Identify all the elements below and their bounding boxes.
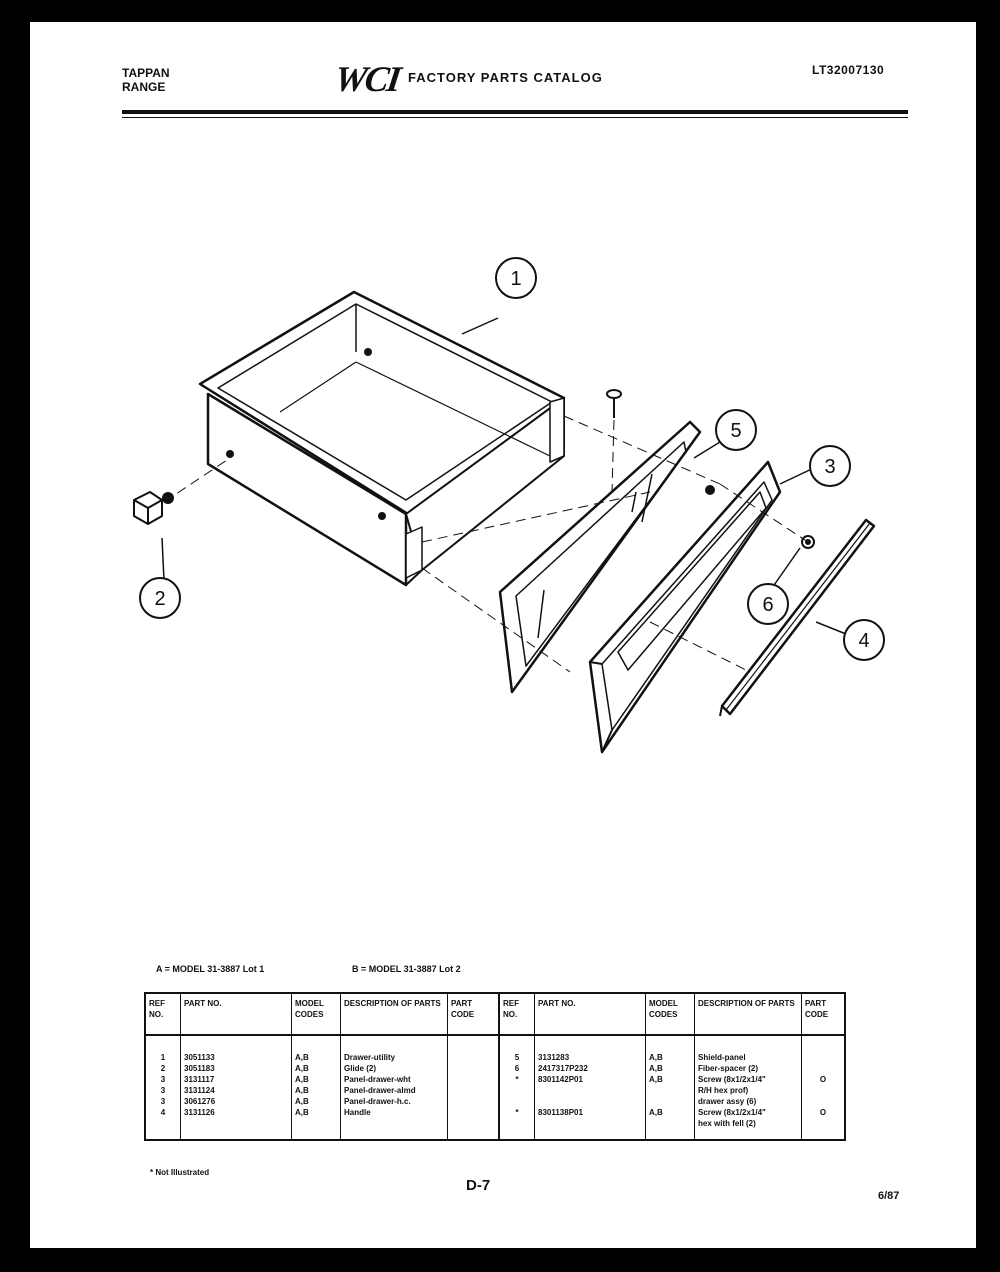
cell-model: A,B — [646, 1074, 695, 1085]
cell-code — [448, 1096, 500, 1107]
cell-model: A,B — [292, 1035, 341, 1063]
cell-ref: 6 — [499, 1063, 535, 1074]
page-number: D-7 — [466, 1177, 491, 1194]
cell-model: A,B — [292, 1085, 341, 1096]
cell-code — [802, 1096, 846, 1107]
cell-model — [292, 1118, 341, 1140]
cell-part — [181, 1118, 292, 1140]
cell-code — [448, 1085, 500, 1096]
drawer-part — [200, 292, 564, 585]
cell-desc: Shield-panel — [695, 1035, 802, 1063]
cell-ref — [499, 1118, 535, 1140]
cell-ref: 5 — [499, 1035, 535, 1063]
cell-desc: Fiber-spacer (2) — [695, 1063, 802, 1074]
cell-desc: Glide (2) — [341, 1063, 448, 1074]
callout-2 — [140, 578, 180, 618]
header-part-no: PART NO. — [181, 993, 292, 1035]
cell-ref: 2 — [145, 1063, 181, 1074]
cell-ref: * — [499, 1107, 535, 1118]
cell-desc: Handle — [341, 1107, 448, 1118]
cell-part: 8301142P01 — [535, 1074, 646, 1085]
cell-ref: * — [499, 1074, 535, 1085]
exploded-parts-diagram — [30, 22, 976, 922]
cell-part — [535, 1085, 646, 1096]
callout-5-label: 5 — [730, 420, 742, 442]
header-description-2: DESCRIPTION OF PARTS — [695, 993, 802, 1035]
callout-1 — [496, 258, 536, 298]
cell-code — [448, 1074, 500, 1085]
callout-4-label: 4 — [858, 630, 870, 652]
cell-part: 3131117 — [181, 1074, 292, 1085]
cell-desc: Panel-drawer-almd — [341, 1085, 448, 1096]
cell-part — [535, 1118, 646, 1140]
cell-code — [802, 1085, 846, 1096]
header-part-code-2: PART CODE — [802, 993, 846, 1035]
cell-ref — [499, 1085, 535, 1096]
cell-part: 3061276 — [181, 1096, 292, 1107]
cell-model: A,B — [292, 1107, 341, 1118]
table-row — [145, 1063, 845, 1074]
cell-part: 2417317P232 — [535, 1063, 646, 1074]
glide-part — [134, 492, 173, 524]
cell-model: A,B — [292, 1096, 341, 1107]
cell-desc: Panel-drawer-h.c. — [341, 1096, 448, 1107]
cell-code — [802, 1063, 846, 1074]
cell-ref — [145, 1118, 181, 1140]
cell-desc — [341, 1118, 448, 1140]
table-row — [145, 1118, 845, 1140]
cell-model: A,B — [646, 1035, 695, 1063]
header-part-code: PART CODE — [448, 993, 500, 1035]
cell-model — [646, 1096, 695, 1107]
table-row — [145, 1085, 845, 1096]
cell-ref — [499, 1096, 535, 1107]
cell-code: O — [819, 1075, 827, 1084]
cell-code — [448, 1035, 500, 1063]
cell-code — [802, 1035, 846, 1063]
cell-desc: Panel-drawer-wht — [341, 1074, 448, 1085]
cell-model: A,B — [646, 1063, 695, 1074]
callout-3-label: 3 — [824, 456, 836, 478]
cell-ref: 1 — [145, 1035, 181, 1063]
parts-table-body — [145, 1035, 845, 1140]
wci-logo: WCI — [332, 59, 402, 99]
table-row — [145, 1107, 845, 1118]
header-model-codes: MODEL CODES — [292, 993, 341, 1035]
table-row — [145, 1074, 845, 1085]
callout-6 — [748, 584, 788, 624]
cell-code: O — [819, 1108, 827, 1117]
cell-ref: 3 — [145, 1096, 181, 1107]
parts-table — [144, 992, 846, 1141]
cell-code — [448, 1107, 500, 1118]
cell-part — [535, 1096, 646, 1107]
cell-model — [646, 1085, 695, 1096]
callout-6-label: 6 — [762, 594, 774, 616]
cell-desc: R/H hex prof) — [695, 1085, 802, 1096]
cell-part: 3131126 — [181, 1107, 292, 1118]
cell-part: 3131283 — [535, 1035, 646, 1063]
callout-4 — [844, 620, 884, 660]
callout-1-label: 1 — [510, 268, 522, 290]
header-description: DESCRIPTION OF PARTS — [341, 993, 448, 1035]
header-part-no-2: PART NO. — [535, 993, 646, 1035]
parts-table-header — [145, 993, 845, 1035]
cell-desc: Screw (8x1/2x1/4" — [695, 1074, 802, 1085]
brand-line-1: TAPPAN — [122, 66, 170, 80]
callout-5 — [716, 410, 756, 450]
cell-desc: drawer assy (6) — [695, 1096, 802, 1107]
model-legend-a: A = MODEL 31-3887 Lot 1 — [156, 964, 265, 974]
header-ref-no-2: REF NO. — [499, 993, 535, 1035]
cell-model: A,B — [292, 1074, 341, 1085]
cell-code — [802, 1118, 846, 1140]
callout-3 — [810, 446, 850, 486]
handle-part — [720, 520, 874, 716]
cell-ref: 3 — [145, 1074, 181, 1085]
header-ref-no: REF NO. — [145, 993, 181, 1035]
cell-part: 3131124 — [181, 1085, 292, 1096]
cell-part: 3051133 — [181, 1035, 292, 1063]
cell-code — [448, 1118, 500, 1140]
table-row — [145, 1035, 845, 1063]
cell-part: 8301138P01 — [535, 1107, 646, 1118]
cell-model: A,B — [292, 1063, 341, 1074]
model-legend-b: B = MODEL 31-3887 Lot 2 — [352, 964, 461, 974]
cell-ref: 4 — [145, 1107, 181, 1118]
catalog-page — [30, 22, 976, 1248]
cell-desc: Drawer-utility — [341, 1035, 448, 1063]
cell-desc: Screw (8x1/2x1/4" — [695, 1107, 802, 1118]
cell-model: A,B — [646, 1107, 695, 1118]
callout-2-label: 2 — [154, 588, 166, 610]
not-illustrated-note: * Not Illustrated — [150, 1168, 210, 1177]
document-code: LT32007130 — [812, 63, 885, 77]
cell-desc: hex with fell (2) — [695, 1118, 802, 1140]
cell-ref: 3 — [145, 1085, 181, 1096]
table-row — [145, 1096, 845, 1107]
cell-code — [448, 1063, 500, 1074]
cell-model — [646, 1118, 695, 1140]
catalog-title: FACTORY PARTS CATALOG — [408, 70, 603, 85]
revision-date: 6/87 — [878, 1190, 900, 1202]
cell-part: 3051183 — [181, 1063, 292, 1074]
header-model-codes-2: MODEL CODES — [646, 993, 695, 1035]
brand-line-2: RANGE — [122, 80, 166, 94]
